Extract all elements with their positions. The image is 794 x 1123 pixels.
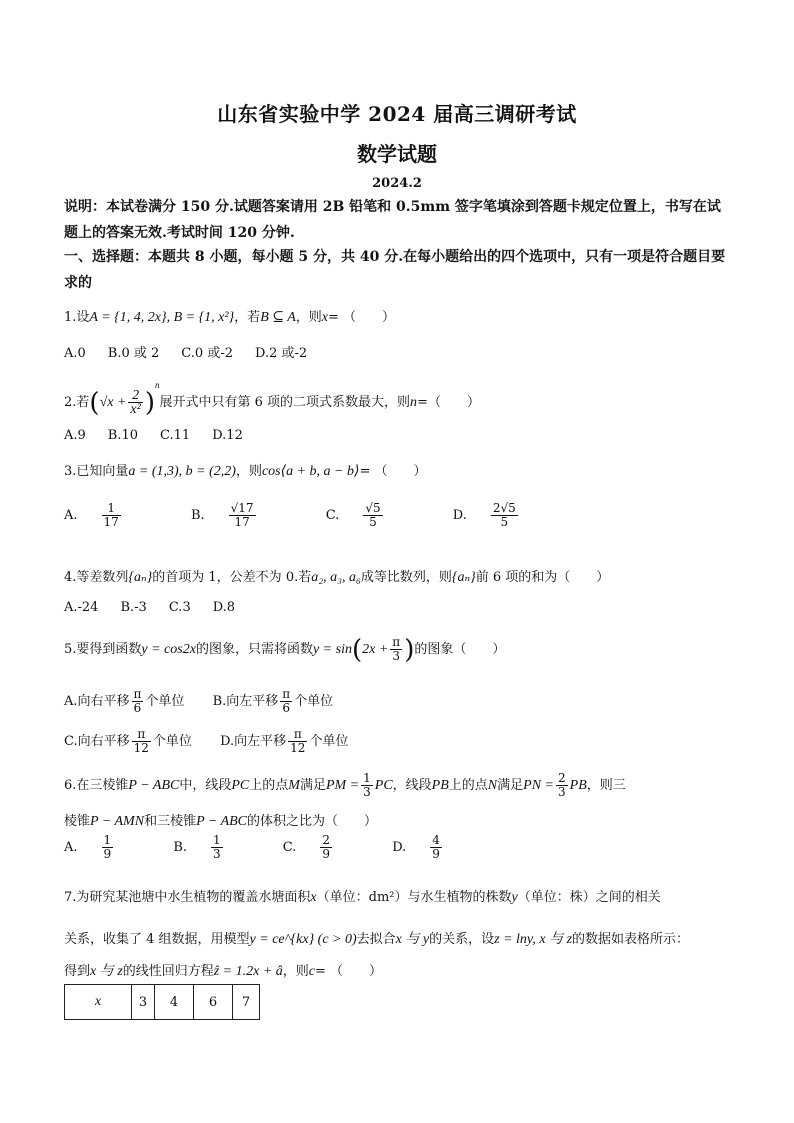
frac-den: 12 xyxy=(290,741,306,755)
q7-line3 xyxy=(64,960,382,980)
option-label: D. xyxy=(392,840,407,855)
q2-options xyxy=(64,428,265,443)
q7-xy: x 与 y xyxy=(395,932,430,947)
table-cell: 3 xyxy=(132,985,155,1020)
option-tail: 个单位 xyxy=(294,694,334,709)
q7-text: = （ ） xyxy=(315,964,383,979)
option-label: A. xyxy=(64,508,78,523)
q6-text: ，则三 xyxy=(586,778,626,793)
frac-num: π xyxy=(133,687,142,701)
option-label: D. xyxy=(452,508,467,523)
table-cell: 7 xyxy=(233,985,260,1020)
q6-pyramid: P − ABC xyxy=(196,814,248,829)
q1-var: x xyxy=(321,310,329,325)
paren-left: ( xyxy=(89,387,100,418)
option-d[interactable]: D.2 或-2 xyxy=(254,346,308,361)
q1-sets: A = {1, 4, 2x}, B = {1, x²} xyxy=(89,310,235,325)
q1-text: ，则 xyxy=(295,310,322,325)
q6-seg: PB xyxy=(431,778,449,793)
option-a[interactable]: A.-24 xyxy=(64,600,99,615)
option-c[interactable]: C.0 或-2 xyxy=(181,346,233,361)
q7-var: c xyxy=(308,964,315,979)
q1-options xyxy=(64,342,329,361)
q4-options xyxy=(64,600,257,615)
option-b[interactable] xyxy=(212,687,334,715)
frac-den: 3 xyxy=(392,649,401,663)
q6-point: N xyxy=(487,778,498,793)
q1-text: = （ ） xyxy=(328,310,396,325)
q6-text: 的体积之比为（ ） xyxy=(247,814,378,829)
q1-text: ，若 xyxy=(234,310,261,325)
option-label: C.向右平移 xyxy=(64,734,130,749)
q5-text: 的图象，只需将函数 xyxy=(195,642,313,657)
q3-text: = （ ） xyxy=(359,464,427,479)
q2-frac-num: 2 xyxy=(128,389,142,403)
q5-func2-arg: 2x + xyxy=(362,642,389,657)
frac-den: 5 xyxy=(500,515,509,529)
paren-right: ) xyxy=(404,634,415,665)
q6-frac xyxy=(556,772,568,799)
option-tail: 个单位 xyxy=(145,694,185,709)
q6-text: 满足 xyxy=(299,778,326,793)
exam-subtitle: 数学试题 xyxy=(357,142,437,166)
option-a[interactable] xyxy=(64,687,185,715)
option-b[interactable]: B.0 或 2 xyxy=(107,346,160,361)
q7-text: 关系，收集了 4 组数据，用模型 xyxy=(64,932,250,947)
option-b[interactable] xyxy=(173,833,266,861)
option-label: A.向右平移 xyxy=(64,694,130,709)
q4-seq: {aₙ} xyxy=(128,570,153,585)
frac-num: √17 xyxy=(230,501,254,515)
q3-text: ，则 xyxy=(235,464,262,479)
frac-num: π xyxy=(282,687,291,701)
q2-var: n xyxy=(410,395,418,410)
question-4 xyxy=(64,566,609,586)
q7-sub: z = lny, x 与 z xyxy=(494,932,573,947)
q3-options xyxy=(64,502,584,529)
q6-text: 上的点 xyxy=(448,778,488,793)
section-heading: 一、选择题：本题共 8 小题，每小题 5 分，共 40 分.在每小题给出的四个选项中，只有一项是符合题目要求的 xyxy=(64,249,726,291)
option-a[interactable]: A.0 xyxy=(64,346,86,361)
option-d[interactable] xyxy=(220,727,349,755)
q2-exponent: n xyxy=(155,380,160,390)
q6-pyramid: P − ABC xyxy=(128,778,180,793)
q6-point: M xyxy=(288,778,300,793)
exam-title: 山东省实验中学 2024 届高三调研考试 xyxy=(217,102,577,126)
question-5 xyxy=(64,636,505,663)
q3-vectors: a = (1,3), b = (2,2) xyxy=(128,464,236,479)
frac-num: 1 xyxy=(213,833,221,847)
option-c[interactable]: C.3 xyxy=(168,600,191,615)
option-d[interactable]: D.8 xyxy=(212,600,236,615)
exam-date: 2024.2 xyxy=(372,176,422,191)
option-label: C. xyxy=(282,840,297,855)
frac-den: 9 xyxy=(322,847,331,861)
frac-den: 17 xyxy=(234,515,250,529)
q6-eq: PC xyxy=(374,778,393,793)
option-label: B. xyxy=(173,840,187,855)
table-cell: 4 xyxy=(155,985,194,1020)
q2-expr: √x + xyxy=(99,395,127,410)
q3-stem: 3.已知向量 xyxy=(64,464,129,479)
q6-text: ，线段 xyxy=(392,778,432,793)
q7-model: y = ce^{kx} (c > 0) xyxy=(249,932,357,947)
option-c[interactable] xyxy=(64,727,192,755)
option-label: D.向左平移 xyxy=(220,734,287,749)
option-d[interactable]: D.12 xyxy=(212,428,243,443)
q5-stem: 5.要得到函数 xyxy=(64,642,142,657)
paren-right: ) xyxy=(144,387,155,418)
q6-eq: PN = xyxy=(523,778,554,793)
q7-regression: ẑ = 1.2x + â xyxy=(213,964,283,979)
frac-den: 3 xyxy=(558,785,566,799)
frac-num: 1 xyxy=(102,502,121,516)
q6-text: 和三棱锥 xyxy=(144,814,197,829)
question-1 xyxy=(64,306,395,326)
option-b[interactable] xyxy=(190,501,300,529)
q5-text: 的图象（ ） xyxy=(414,642,506,657)
option-label: B. xyxy=(190,508,205,523)
q4-stem: 4.等差数列 xyxy=(64,570,129,585)
option-d[interactable] xyxy=(392,833,486,861)
q7-stem: 7.为研究某池塘中水生植物的覆盖水塘面积 xyxy=(64,890,311,905)
q6-eq: PB xyxy=(569,778,587,793)
frac-num: 1 xyxy=(103,833,112,847)
q3-expr: cos⟨a + b, a − b⟩ xyxy=(261,464,360,479)
frac-num: π xyxy=(288,728,307,742)
q2-fraction xyxy=(128,389,142,416)
q2-frac-den: x² xyxy=(130,402,141,417)
frac-den: 12 xyxy=(133,741,149,755)
frac-den: 3 xyxy=(213,847,221,861)
option-a[interactable] xyxy=(64,833,157,861)
frac-den: 6 xyxy=(282,701,291,715)
q1-condition: B ⊆ A xyxy=(260,310,296,325)
frac-den: 9 xyxy=(432,847,440,861)
q6-pyramid: P − AMN xyxy=(90,814,145,829)
q6-line2 xyxy=(64,810,377,830)
q6-text: 满足 xyxy=(497,778,524,793)
q6-eq: PM = xyxy=(325,778,360,793)
q6-text: 棱锥 xyxy=(64,814,91,829)
option-b[interactable]: B.-3 xyxy=(120,600,147,615)
q4-text: 成等比数列，则 xyxy=(360,570,452,585)
question-2 xyxy=(64,380,480,416)
q5-options-row1 xyxy=(64,688,333,715)
q7-line2 xyxy=(64,928,689,948)
q7-text: 的关系，设 xyxy=(429,932,495,947)
q7-unit: dm² xyxy=(368,890,395,905)
q7-data-table xyxy=(64,984,260,1020)
q2-stem: 2.若 xyxy=(64,395,90,410)
q7-text: ，则 xyxy=(282,964,309,979)
question-3 xyxy=(64,460,426,480)
q7-text: 去拟合 xyxy=(356,932,396,947)
q7-text: 的数据如表格所示： xyxy=(572,932,690,947)
q6-options xyxy=(64,834,508,861)
frac-num: 1 xyxy=(363,771,371,785)
option-label: C. xyxy=(325,508,340,523)
option-a[interactable]: A.9 xyxy=(64,428,86,443)
option-label: A. xyxy=(64,840,78,855)
option-label: B.向左平移 xyxy=(212,694,279,709)
q6-text: 中，线段 xyxy=(179,778,232,793)
q7-text: （单位： xyxy=(316,890,369,905)
q7-xz: x 与 z xyxy=(90,964,123,979)
frac-num: 2 xyxy=(558,771,566,785)
table-cell: 6 xyxy=(194,985,233,1020)
q5-func2: y = sin xyxy=(312,642,352,657)
q4-text: 的首项为 1，公差不为 0.若 xyxy=(152,570,312,585)
frac-den: 9 xyxy=(103,847,112,861)
q4-seq: {aₙ} xyxy=(451,570,476,585)
option-tail: 个单位 xyxy=(152,734,192,749)
frac-num: π xyxy=(392,635,401,649)
frac-den: 6 xyxy=(133,701,142,715)
frac-num: 2 xyxy=(322,833,331,847)
q5-options-row2 xyxy=(64,728,348,755)
frac-num: √5 xyxy=(365,501,381,515)
q1-stem: 1.设 xyxy=(64,310,90,325)
q6-text: 上的点 xyxy=(249,778,289,793)
q2-text: =（ ） xyxy=(417,395,480,410)
option-tail: 个单位 xyxy=(309,734,349,749)
q7-text: （单位：株）之间的相关 xyxy=(517,890,661,905)
q6-seg: PC xyxy=(231,778,250,793)
q4-terms: a₂, a₃, a₆ xyxy=(311,570,361,585)
question-6 xyxy=(64,772,626,799)
frac-num: 4 xyxy=(432,833,440,847)
instructions: 说明：本试卷满分 150 分.试题答案请用 2B 铅笔和 0.5mm 签字笔填涂到答题卡规定位置上，书写在试题上的答案无效.考试时间 120 分钟. xyxy=(64,199,721,241)
paren-left: ( xyxy=(351,634,363,665)
q5-fraction xyxy=(390,636,402,663)
table-header-cell: x xyxy=(65,985,132,1020)
table-row xyxy=(65,985,260,1020)
q7-var: x xyxy=(310,890,317,905)
question-7 xyxy=(64,886,661,906)
option-c[interactable] xyxy=(325,501,427,529)
option-a[interactable] xyxy=(64,501,165,529)
option-d[interactable] xyxy=(452,501,562,529)
q6-stem: 6.在三棱锥 xyxy=(64,778,129,793)
q7-text: 得到 xyxy=(64,964,91,979)
q7-text: ）与水生植物的株数 xyxy=(394,890,512,905)
q6-frac xyxy=(361,772,373,799)
q7-var: y xyxy=(511,890,518,905)
q4-text: 前 6 项的和为（ ） xyxy=(475,570,610,585)
option-c[interactable]: C.11 xyxy=(160,428,191,443)
q2-text: 展开式中只有第 6 项的二项式系数最大，则 xyxy=(159,395,411,410)
option-b[interactable]: B.10 xyxy=(107,428,139,443)
q7-text: 的线性回归方程 xyxy=(122,964,214,979)
frac-den: 3 xyxy=(363,785,371,799)
frac-num: 2√5 xyxy=(492,501,516,515)
frac-den: 5 xyxy=(369,515,377,529)
option-c[interactable] xyxy=(282,833,376,861)
q5-func1: y = cos2x xyxy=(141,642,196,657)
frac-num: π xyxy=(132,728,151,742)
frac-den: 17 xyxy=(103,515,119,529)
